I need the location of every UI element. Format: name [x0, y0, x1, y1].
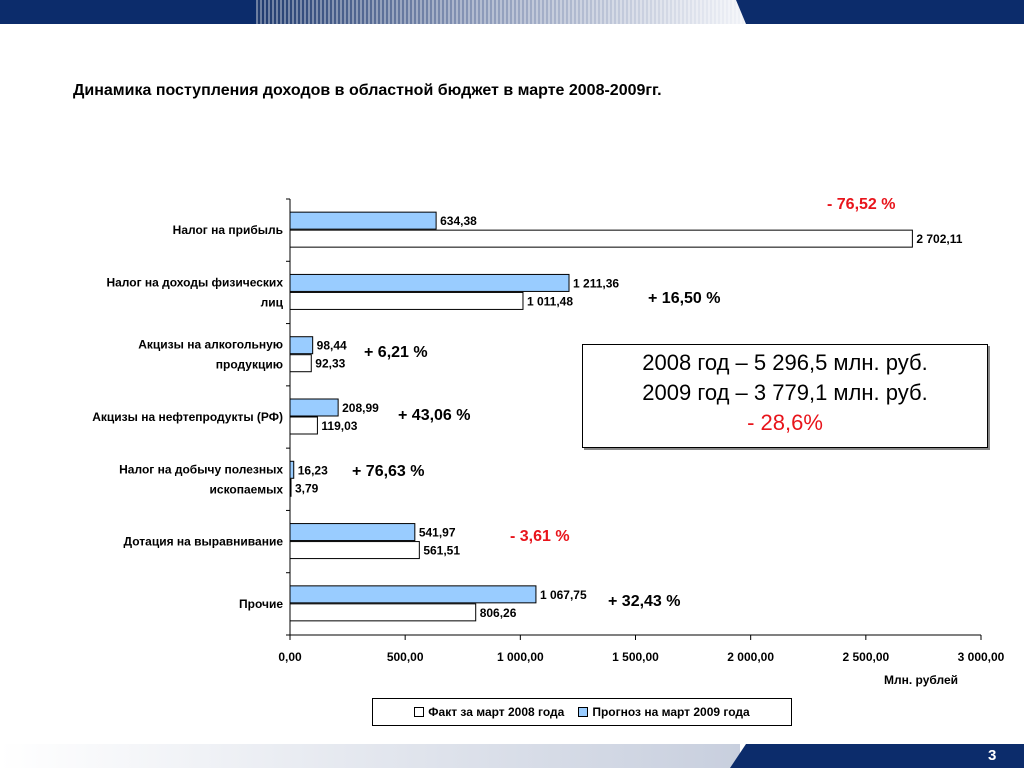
- data-label-2009: 1 067,75: [539, 587, 587, 602]
- bar-2008: [290, 355, 311, 372]
- x-tick-label: 1 000,00: [496, 650, 544, 664]
- summary-2009: 2009 год – 3 779,1 млн. руб.: [642, 380, 928, 405]
- bar-2009: [290, 274, 569, 291]
- data-label-2008: 3,79: [295, 481, 319, 496]
- category-label: Прочие: [238, 596, 283, 611]
- bar-2008: [290, 542, 419, 559]
- data-label-2009: 1 211,36: [573, 276, 620, 291]
- category-label: Налог на добычу полезных: [119, 462, 283, 477]
- category-label: Дотация на выравнивание: [123, 534, 283, 549]
- chart-legend: [372, 698, 792, 726]
- x-tick-label: 1 500,00: [612, 650, 659, 664]
- change-annotation: + 43,06 %: [398, 407, 471, 424]
- data-label-2009: 541,97: [418, 525, 456, 540]
- summary-2008: 2008 год – 5 296,5 млн. руб.: [642, 350, 928, 375]
- category-label: Акцизы на нефтепродукты (РФ): [92, 410, 283, 424]
- change-annotation: + 32,43 %: [608, 593, 681, 610]
- page-title: Динамика поступления доходов в областной бюджет в марте 2008-2009гг.: [73, 82, 662, 99]
- bar-2008: [290, 479, 291, 496]
- x-axis-unit-label: Млн. рублей: [884, 673, 959, 687]
- bar-2009: [290, 461, 294, 478]
- x-tick-label: 0,00: [278, 650, 302, 664]
- change-annotation: - 3,61 %: [510, 528, 570, 545]
- category-label: Налог на доходы физических: [106, 275, 283, 290]
- bar-2008: [290, 417, 317, 434]
- page-number: 3: [988, 747, 997, 764]
- legend-item-2008: [414, 705, 564, 719]
- data-label-2009: 98,44: [316, 338, 347, 353]
- x-tick-label: 500,00: [386, 650, 424, 664]
- summary-box: [582, 344, 988, 448]
- data-label-2009: 16,23: [297, 463, 328, 478]
- category-label: лиц: [260, 295, 283, 310]
- category-label: Налог на прибыль: [172, 223, 283, 238]
- data-label-2008: 1 011,48: [526, 294, 574, 309]
- data-label-2008: 2 702,11: [916, 232, 963, 247]
- bar-2009: [290, 399, 338, 416]
- legend-swatch-2008: [414, 707, 424, 717]
- data-label-2009: 208,99: [342, 401, 379, 415]
- data-label-2008: 806,26: [479, 605, 517, 620]
- legend-label-2009: Прогноз на март 2009 года: [592, 705, 750, 719]
- bar-2009: [290, 524, 415, 541]
- category-label: Акцизы на алкогольную: [138, 337, 283, 352]
- change-annotation: + 76,63 %: [352, 463, 425, 480]
- bar-2008: [290, 604, 476, 621]
- change-annotation: + 16,50 %: [648, 290, 721, 307]
- bar-2009: [290, 337, 313, 354]
- data-label-2008: 561,51: [423, 543, 461, 558]
- legend-label-2008: Факт за март 2008 года: [428, 705, 565, 719]
- bar-2009: [290, 212, 436, 229]
- data-label-2009: 634,38: [440, 214, 477, 229]
- x-tick-label: 3 000,00: [957, 650, 1005, 664]
- bar-2008: [290, 292, 523, 309]
- data-label-2008: 119,03: [321, 419, 358, 433]
- bottom-decorative-bar: [0, 744, 1024, 768]
- x-tick-label: 2 500,00: [842, 650, 890, 664]
- bar-2008: [290, 230, 912, 247]
- change-annotation: + 6,21 %: [364, 344, 428, 361]
- legend-item-2009: [578, 705, 749, 719]
- summary-change: - 28,6%: [747, 410, 823, 435]
- category-label: ископаемых: [209, 482, 283, 497]
- change-annotation: - 76,52 %: [827, 196, 896, 213]
- x-tick-label: 2 000,00: [727, 650, 775, 664]
- bar-2009: [290, 586, 536, 603]
- legend-swatch-2009: [578, 707, 588, 717]
- category-label: продукцию: [215, 357, 283, 372]
- data-label-2008: 92,33: [315, 356, 346, 371]
